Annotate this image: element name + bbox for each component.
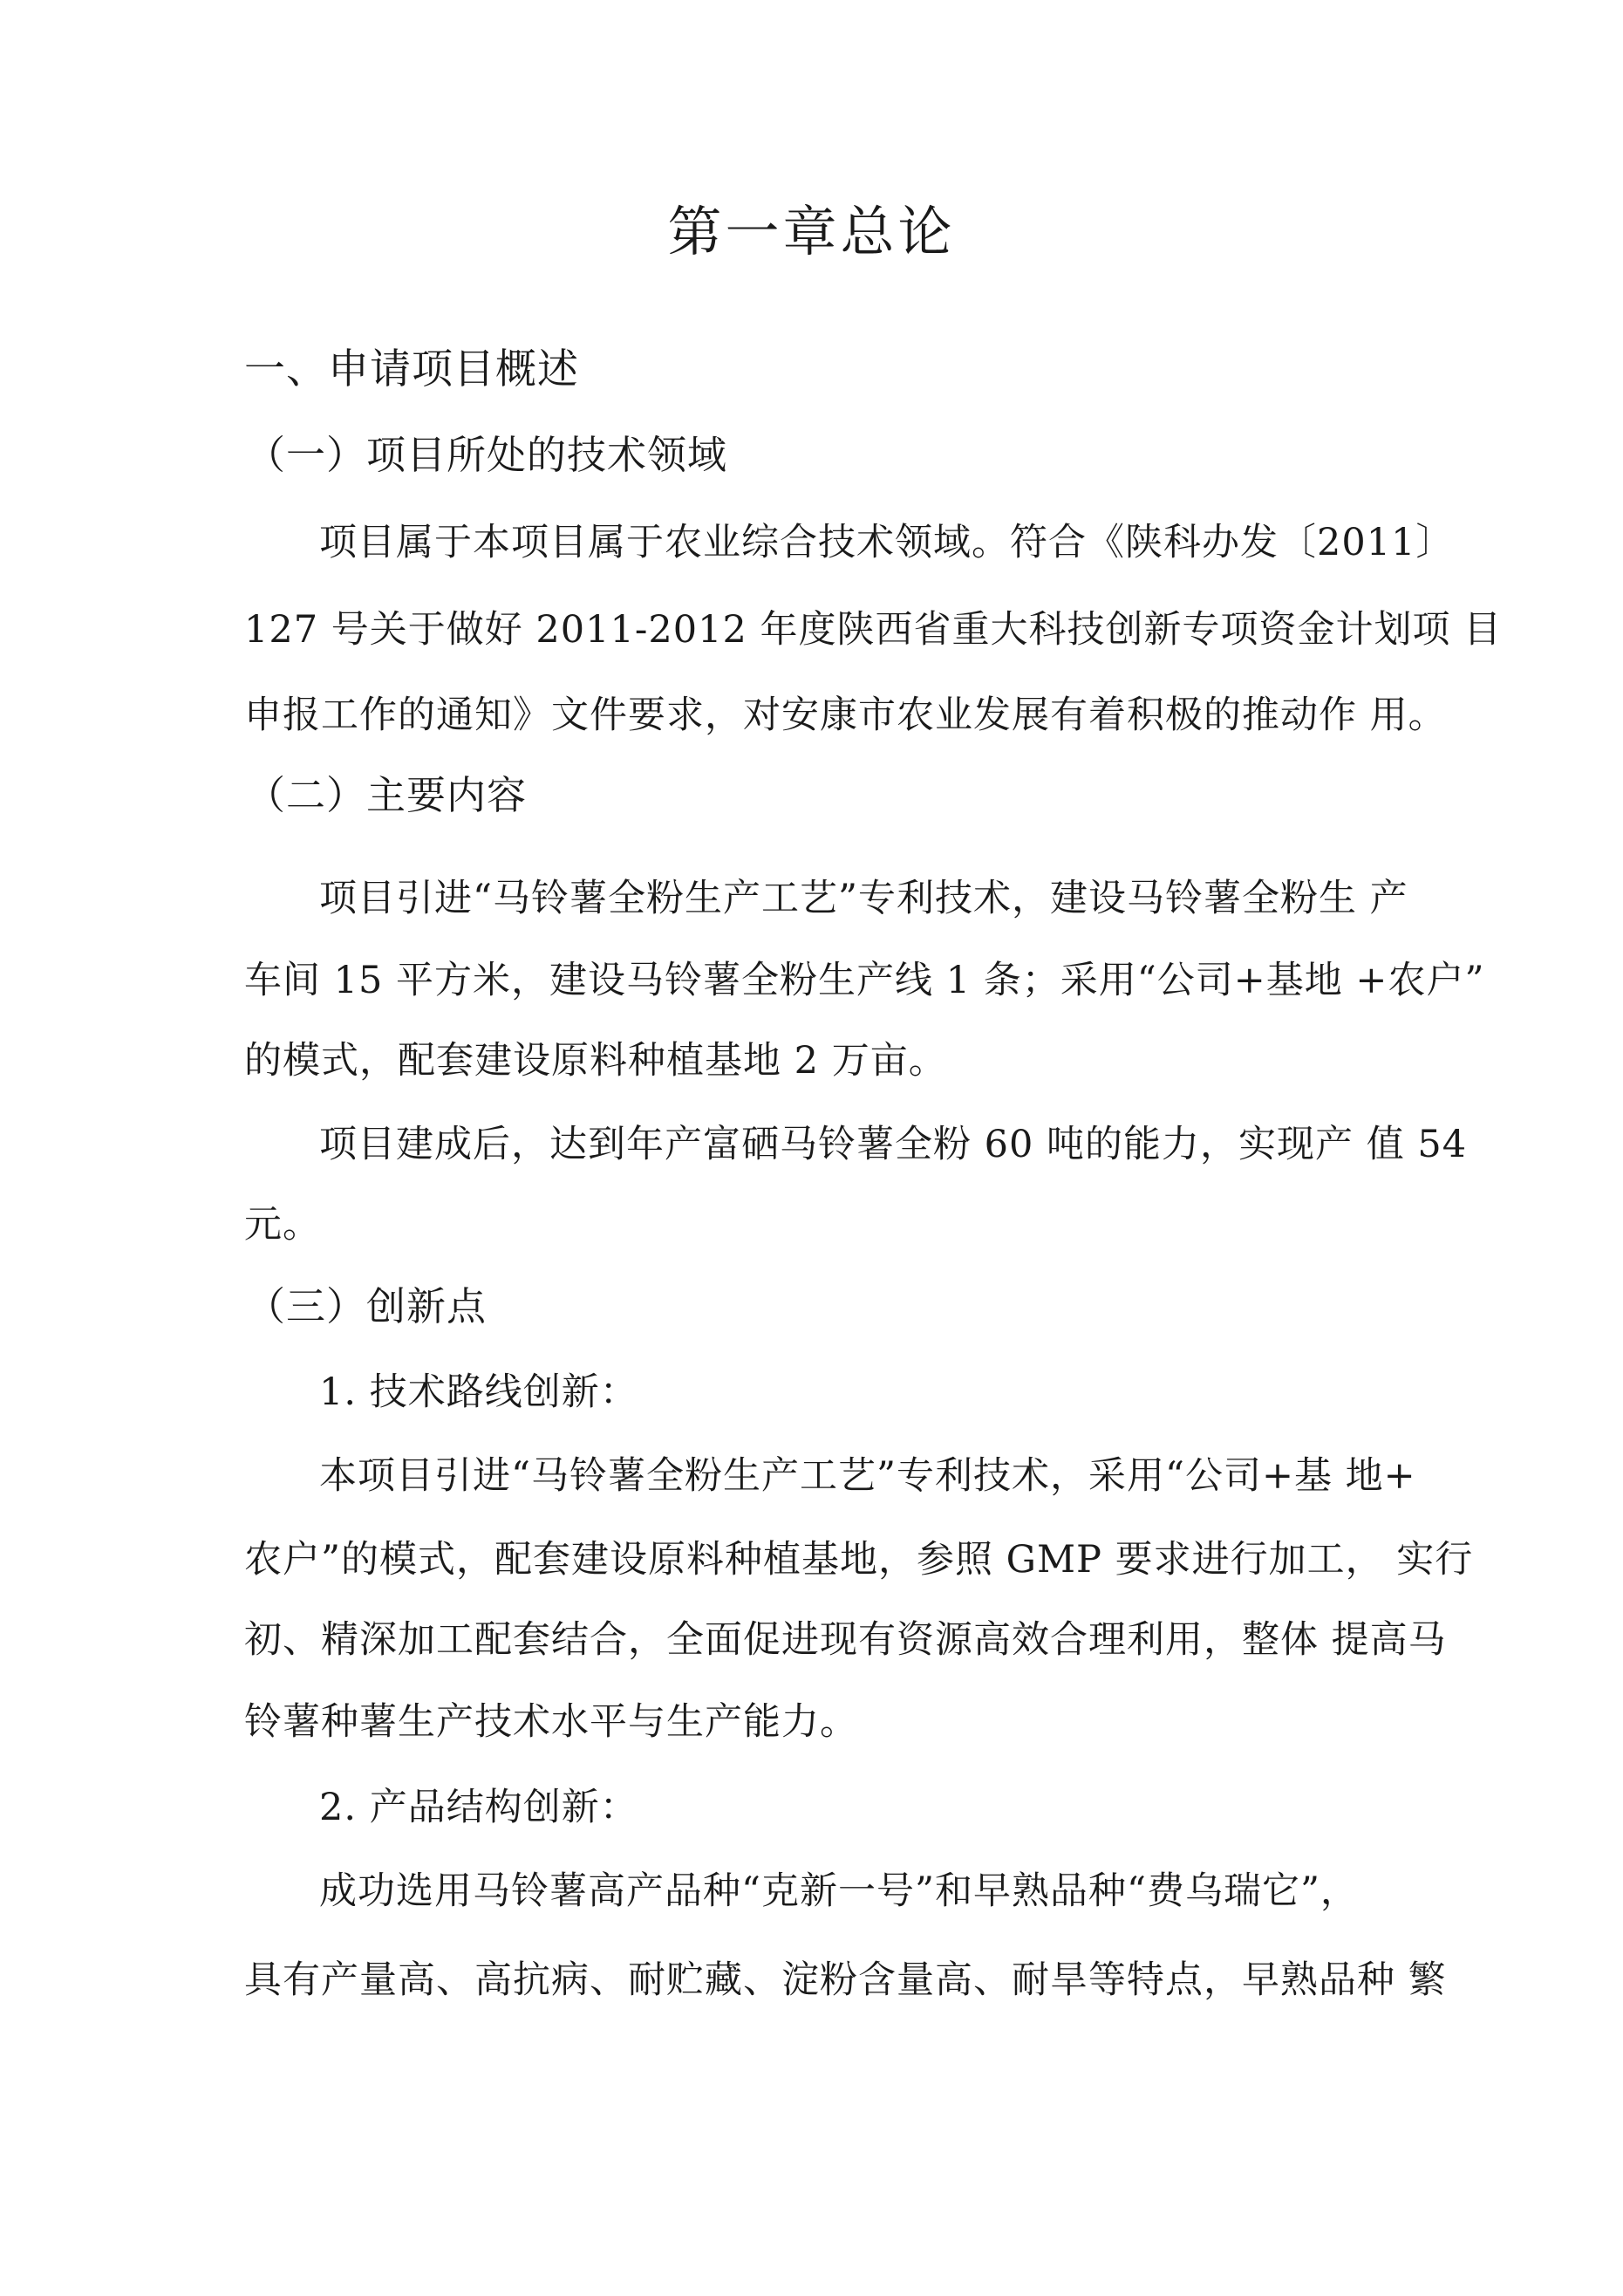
subsection-heading-1: （一）项目所处的技术领域 (246, 432, 728, 478)
paragraph-line: 铃薯种薯生产技术水平与生产能力。 (244, 1700, 858, 1744)
paragraph-line: 项目引进“马铃薯全粉生产工艺”专利技术，建设马铃薯全粉生 产 (319, 877, 1408, 920)
paragraph-line: 车间 15 平方米，建设马铃薯全粉生产线 1 条；采用“公司+基地 +农户” (244, 959, 1485, 1002)
paragraph-line: 具有产量高、高抗病、耐贮藏、淀粉含量高、耐旱等特点，早熟品种 繁 (244, 1958, 1447, 2002)
paragraph-line: 项目建成后，达到年产富硒马铃薯全粉 60 吨的能力，实现产 值 54 (319, 1123, 1468, 1166)
paragraph-line: 初、精深加工配套结合，全面促进现有资源高效合理利用，整体 提高马 (244, 1618, 1447, 1662)
section-heading: 一、申请项目概述 (244, 345, 579, 393)
paragraph-line: 农户”的模式，配套建设原料种植基地，参照 GMP 要求进行加工， 实行 (244, 1538, 1474, 1582)
chapter-title: 第一章总论 (667, 200, 956, 263)
item-heading-1: 1. 技术路线创新： (319, 1370, 638, 1414)
paragraph-line: 成功选用马铃薯高产品种“克新一号”和早熟品种“费乌瑞它”， (319, 1869, 1359, 1913)
paragraph-line: 申报工作的通知》文件要求，对安康市农业发展有着积极的推动作 用。 (244, 694, 1447, 737)
paragraph-line: 项目属于本项目属于农业综合技术领域。符合《陕科办发〔2011〕 (319, 521, 1455, 564)
paragraph-line: 本项目引进“马铃薯全粉生产工艺”专利技术，采用“公司+基 地+ (319, 1454, 1416, 1498)
item-heading-2: 2. 产品结构创新： (319, 1786, 638, 1829)
paragraph-line: 127 号关于做好 2011-2012 年度陕西省重大科技创新专项资金计划项 目 (244, 608, 1503, 652)
paragraph-line: 元。 (244, 1203, 321, 1247)
subsection-heading-3: （三）创新点 (246, 1283, 488, 1329)
subsection-heading-2: （二）主要内容 (246, 772, 528, 818)
paragraph-line: 的模式，配套建设原料种植基地 2 万亩。 (244, 1039, 947, 1083)
